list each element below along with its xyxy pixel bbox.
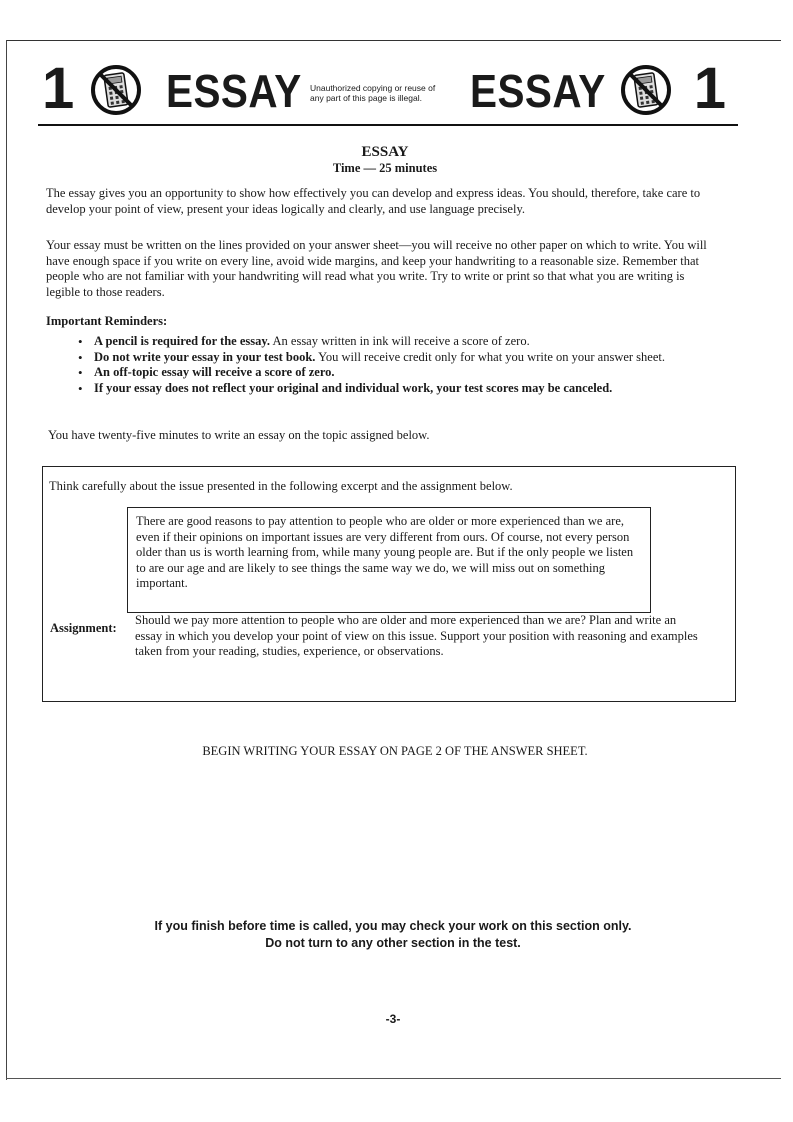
answer-sheet-paragraph: Your essay must be written on the lines provided on your answer sheet—you will receive no other paper on which to write. You will have enough space if you write on every line, avoid wide margins, and keep your handwriting to a reasonable size. Remember that people who are not familiar with your handwriting will read what you write. Try to write or print so that what you are writing is legible to those readers. (46, 238, 707, 299)
prompt-intro: Think carefully about the issue presented in the following excerpt and the assignment below. (49, 479, 513, 493)
page-frame-bottom (6, 1078, 781, 1079)
copy-notice: Unauthorized copying or reuse of any part of this page is illegal. (310, 83, 436, 103)
section-title-left: ESSAY (166, 65, 302, 117)
list-item: • A pencil is required for the essay. An essay written in ink will receive a score of zero. (78, 334, 668, 350)
page-number: -3- (385, 1012, 401, 1026)
no-calculator-icon (90, 64, 142, 116)
reminders-list (78, 334, 668, 396)
list-item: • Do not write your essay in your test book. You will receive credit only for what you write on your answer sheet. (78, 350, 668, 366)
section-number-right: 1 (693, 56, 726, 121)
section-title-right: ESSAY (470, 65, 606, 117)
reminders-heading: Important Reminders: (46, 314, 168, 328)
page-frame-top (6, 40, 781, 41)
header-rule (38, 124, 738, 126)
list-item: • If your essay does not reflect your original and individual work, your test scores may be canceled. (78, 381, 668, 397)
intro-paragraph: The essay gives you an opportunity to show how effectively you can develop and express ideas. You should, therefore, take care to develop your point of view, present your ideas logically and clearly, and use language precisely. (46, 186, 701, 216)
time-limit: Time — 25 minutes (332, 161, 438, 175)
section-number-left: 1 (42, 56, 75, 121)
begin-instruction: BEGIN WRITING YOUR ESSAY ON PAGE 2 OF THE ANSWER SHEET. (202, 744, 588, 758)
no-calculator-icon (620, 64, 672, 116)
essay-prompt-box (42, 466, 736, 702)
section-header (38, 58, 728, 124)
assignment-text: Should we pay more attention to people who are older and more experienced than we are? Plan and write an essay in which you develop your point of view on this issue. Support your position with reasoning and examples taken from your reading, studies, experience, or observations. (135, 613, 698, 658)
prompt-excerpt: There are good reasons to pay attention to people who are older or more experienced than we are, even if their opinions on important issues are very different from ours. Of course, not every person older than us is worth learning from, while many young people are. But if the only people we listen to are our age and are likely to see things the same way we do, we will miss out on something important. (127, 507, 651, 613)
time-sentence: You have twenty-five minutes to write an essay on the topic assigned below. (48, 428, 430, 442)
assignment-label: Assignment: (50, 621, 117, 635)
finish-instruction: If you finish before time is called, you may check your work on this section only. Do not turn to any other section in the test. (154, 919, 632, 950)
page-title: ESSAY (361, 144, 409, 160)
list-item: • An off-topic essay will receive a score of zero. (78, 365, 668, 381)
